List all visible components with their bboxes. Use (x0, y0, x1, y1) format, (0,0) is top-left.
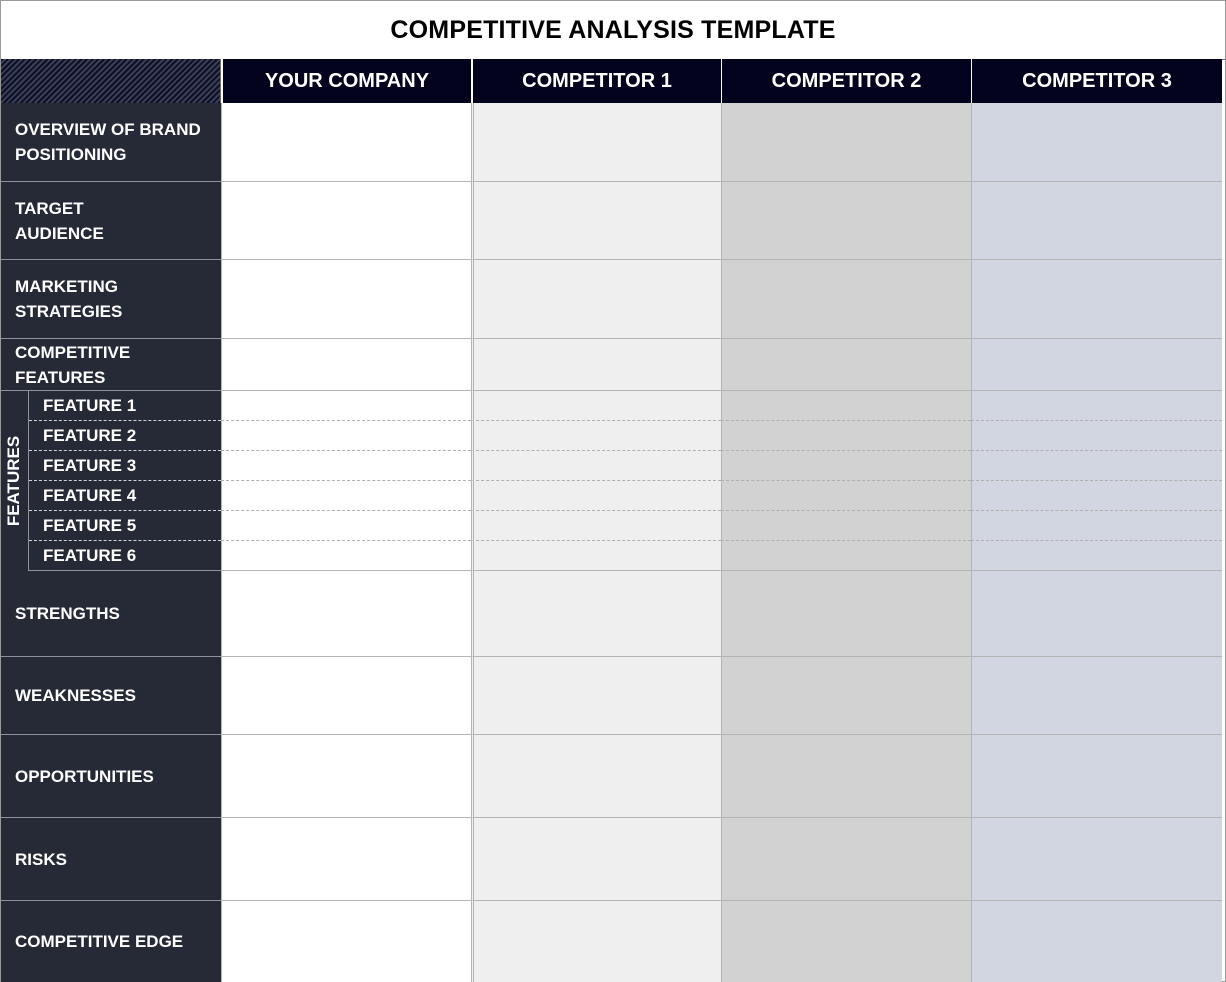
row-header-competitive-features: COMPETITIVE FEATURES (1, 339, 221, 391)
cell-marketing-strategies-competitor-3[interactable] (971, 260, 1222, 339)
cell-marketing-strategies-your-company[interactable] (221, 260, 471, 339)
row-header-target-audience (1, 182, 221, 260)
cell-brand-overview-your-company[interactable] (221, 103, 471, 182)
cell-feature-2-competitor-3[interactable] (971, 421, 1222, 451)
cell-feature-3-competitor-3[interactable] (971, 451, 1222, 481)
cell-opportunities-competitor-1[interactable] (471, 735, 721, 818)
cell-feature-6-competitor-3[interactable] (971, 541, 1222, 571)
cell-risks-competitor-1[interactable] (471, 818, 721, 901)
row-header-marketing-strategies: MARKETING STRATEGIES (1, 260, 221, 339)
cell-strengths-competitor-3[interactable] (971, 571, 1222, 657)
cell-feature-3-competitor-1[interactable] (471, 451, 721, 481)
cell-feature-6-your-company[interactable] (221, 541, 471, 571)
cell-risks-your-company[interactable] (221, 818, 471, 901)
cell-competitive-features-competitor-2[interactable] (721, 339, 971, 391)
cell-risks-competitor-2[interactable] (721, 818, 971, 901)
cell-feature-5-competitor-2[interactable] (721, 511, 971, 541)
cell-opportunities-competitor-2[interactable] (721, 735, 971, 818)
cell-strengths-competitor-1[interactable] (471, 571, 721, 657)
cell-competitive-features-your-company[interactable] (221, 339, 471, 391)
cell-feature-5-competitor-3[interactable] (971, 511, 1222, 541)
row-header-label: TARGET AUDIENCE (15, 198, 104, 243)
cell-feature-6-competitor-2[interactable] (721, 541, 971, 571)
cell-marketing-strategies-competitor-2[interactable] (721, 260, 971, 339)
cell-feature-3-competitor-2[interactable] (721, 451, 971, 481)
cell-competitive-edge-your-company[interactable] (221, 901, 471, 982)
cell-target-audience-your-company[interactable] (221, 182, 471, 260)
row-header-risks: RISKS (1, 818, 221, 901)
cell-competitive-features-competitor-1[interactable] (471, 339, 721, 391)
cell-target-audience-competitor-2[interactable] (721, 182, 971, 260)
cell-opportunities-your-company[interactable] (221, 735, 471, 818)
column-header-competitor-1: COMPETITOR 1 (471, 59, 721, 103)
page-title: COMPETITIVE ANALYSIS TEMPLATE (1, 1, 1225, 60)
cell-feature-3-your-company[interactable] (221, 451, 471, 481)
row-header-label: OVERVIEW OF BRAND POSITIONING (15, 120, 201, 164)
cell-feature-2-competitor-1[interactable] (471, 421, 721, 451)
analysis-table (1, 59, 1222, 982)
column-header-competitor-3: COMPETITOR 3 (971, 59, 1222, 103)
cell-competitive-edge-competitor-3[interactable] (971, 901, 1222, 982)
cell-target-audience-competitor-3[interactable] (971, 182, 1222, 260)
cell-weaknesses-competitor-2[interactable] (721, 657, 971, 735)
cell-feature-2-competitor-2[interactable] (721, 421, 971, 451)
cell-weaknesses-your-company[interactable] (221, 657, 471, 735)
row-header-feature-2: FEATURE 2 (29, 421, 221, 451)
row-header-feature-3: FEATURE 3 (29, 451, 221, 481)
row-header-feature-1: FEATURE 1 (29, 391, 221, 421)
cell-feature-1-competitor-3[interactable] (971, 391, 1222, 421)
cell-feature-1-competitor-2[interactable] (721, 391, 971, 421)
cell-feature-5-your-company[interactable] (221, 511, 471, 541)
row-header-strengths: STRENGTHS (1, 571, 221, 657)
column-header-your-company: YOUR COMPANY (221, 59, 471, 103)
cell-feature-4-competitor-2[interactable] (721, 481, 971, 511)
cell-target-audience-competitor-1[interactable] (471, 182, 721, 260)
cell-strengths-your-company[interactable] (221, 571, 471, 657)
cell-feature-4-competitor-1[interactable] (471, 481, 721, 511)
features-group-label (1, 391, 29, 571)
cell-weaknesses-competitor-3[interactable] (971, 657, 1222, 735)
cell-opportunities-competitor-3[interactable] (971, 735, 1222, 818)
cell-feature-1-your-company[interactable] (221, 391, 471, 421)
cell-competitive-edge-competitor-1[interactable] (471, 901, 721, 982)
cell-feature-2-your-company[interactable] (221, 421, 471, 451)
row-header-competitive-edge: COMPETITIVE EDGE (1, 901, 221, 982)
cell-feature-5-competitor-1[interactable] (471, 511, 721, 541)
cell-competitive-edge-competitor-2[interactable] (721, 901, 971, 982)
row-header-feature-6: FEATURE 6 (29, 541, 221, 571)
cell-feature-4-competitor-3[interactable] (971, 481, 1222, 511)
cell-brand-overview-competitor-3[interactable] (971, 103, 1222, 182)
cell-feature-6-competitor-1[interactable] (471, 541, 721, 571)
row-header-weaknesses: WEAKNESSES (1, 657, 221, 735)
header-corner (1, 59, 221, 103)
row-header-opportunities: OPPORTUNITIES (1, 735, 221, 818)
column-header-competitor-2: COMPETITOR 2 (721, 59, 971, 103)
cell-marketing-strategies-competitor-1[interactable] (471, 260, 721, 339)
cell-feature-1-competitor-1[interactable] (471, 391, 721, 421)
cell-brand-overview-competitor-1[interactable] (471, 103, 721, 182)
cell-weaknesses-competitor-1[interactable] (471, 657, 721, 735)
row-header-brand-overview (1, 103, 221, 182)
cell-strengths-competitor-2[interactable] (721, 571, 971, 657)
row-header-feature-5: FEATURE 5 (29, 511, 221, 541)
features-group-text: FEATURES (4, 435, 24, 527)
cell-risks-competitor-3[interactable] (971, 818, 1222, 901)
cell-feature-4-your-company[interactable] (221, 481, 471, 511)
row-header-feature-4: FEATURE 4 (29, 481, 221, 511)
cell-competitive-features-competitor-3[interactable] (971, 339, 1222, 391)
cell-brand-overview-competitor-2[interactable] (721, 103, 971, 182)
